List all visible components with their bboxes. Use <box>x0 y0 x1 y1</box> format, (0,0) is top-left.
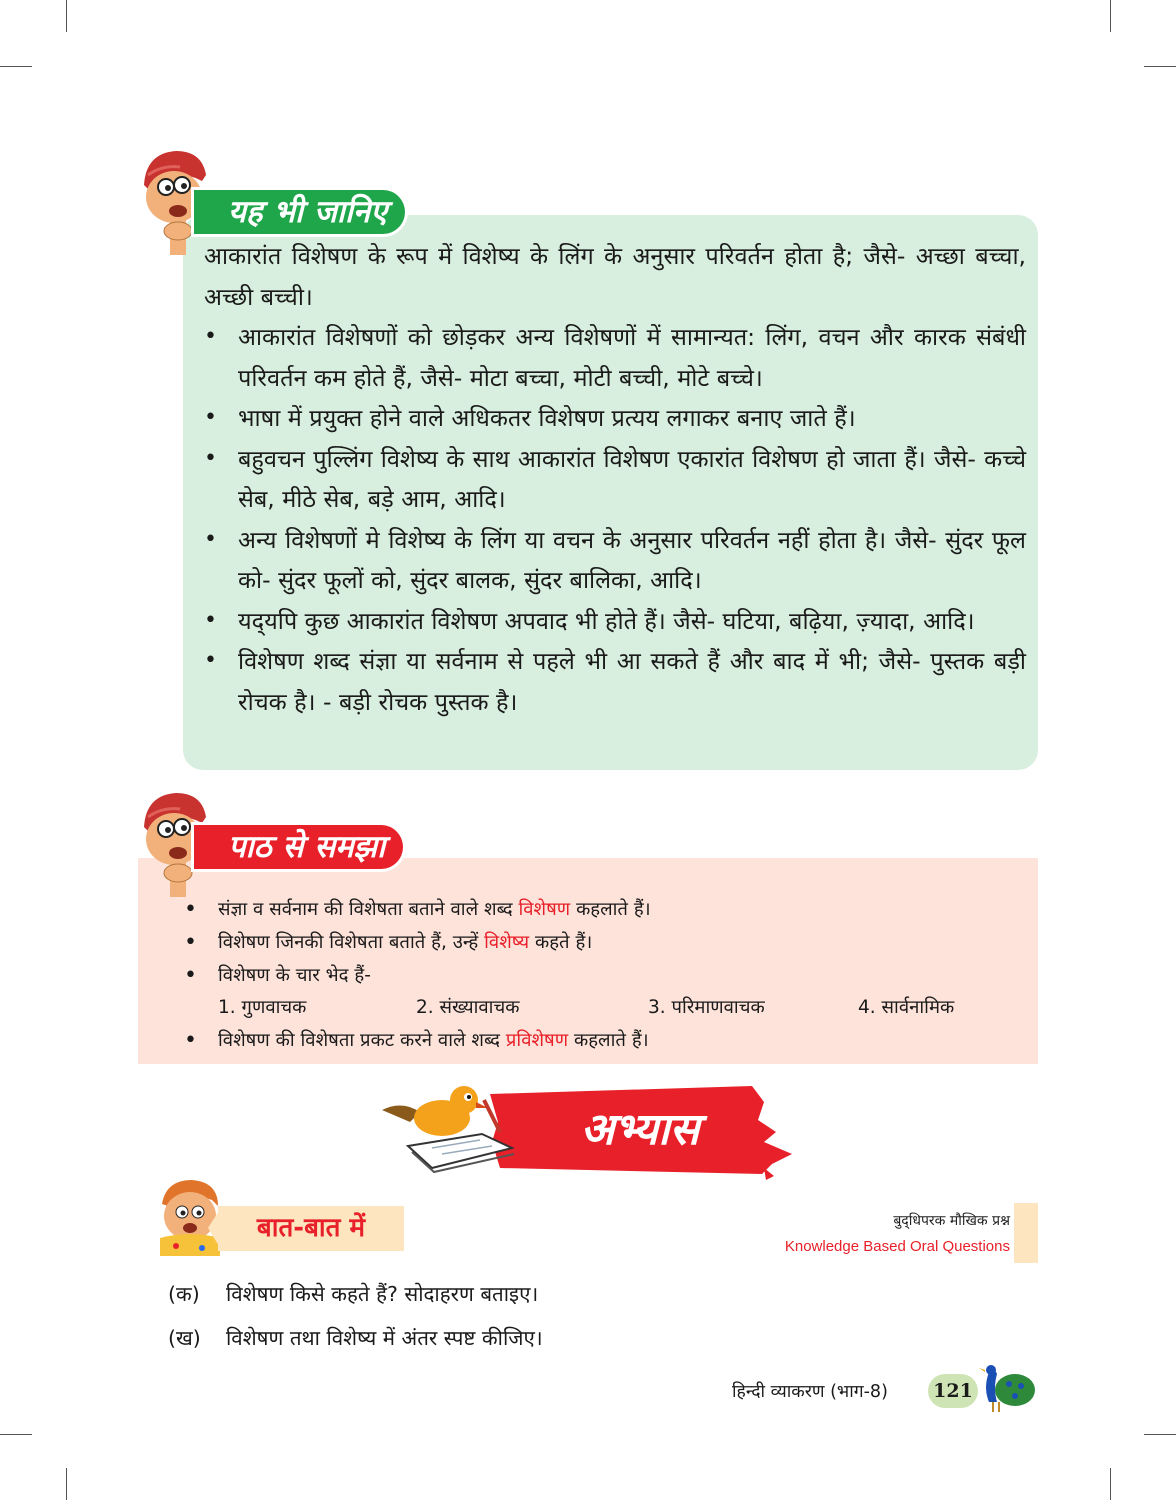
summary-item: • विशेषण जिनकी विशेषता बताते हैं, उन्हें विशेष्य कहते हैं। <box>184 930 593 955</box>
question-item <box>168 1324 543 1352</box>
baat-baat-mein-tag: बात-बात में <box>218 1206 404 1251</box>
summary-list <box>182 893 1002 1057</box>
info-bullet: • आकारांत विशेषणों को छोड़कर अन्य विशेषणों में सामान्यत: लिंग, वचन और कारक संबंधी परिवर्तन कम होते हैं, जैसे- मोटा बच्चा, मोटी बच्ची, मोटे बच्चे। <box>204 317 1026 398</box>
crop-mark <box>1110 0 1111 32</box>
peacock-icon <box>975 1358 1037 1414</box>
summary-keyword: विशेष्य <box>484 932 530 953</box>
info-bullet: • बहुवचन पुल्लिंग विशेष्य के साथ आकारांत विशेषण एकारांत विशेषण हो जाता हैं। जैसे- कच्चे सेब, मीठे सेब, बड़े आम, आदि। <box>204 439 1026 520</box>
info-bullet: • भाषा में प्रयुक्त होने वाले अधिकतर विशेषण प्रत्यय लगाकर बनाए जाते हैं। <box>204 398 1026 439</box>
summary-item: • विशेषण की विशेषता प्रकट करने वाले शब्द प्रविशेषण कहलाते हैं। <box>184 1028 649 1053</box>
section-badge-yah-bhi-janiye: यह भी जानिए <box>194 190 405 234</box>
crop-mark <box>0 1434 32 1435</box>
crop-mark <box>66 1468 67 1500</box>
question-text: विशेषण किसे कहते हैं? सोदाहरण बताइए। <box>226 1282 539 1306</box>
caption-strip <box>1014 1203 1038 1263</box>
summary-text: कहलाते हैं। <box>568 1030 649 1051</box>
info-bullet: • यद्‌यपि कुछ आकारांत विशेषण अपवाद भी होते हैं। जैसे- घटिया, बढ़िया, ज़्यादा, आदि। <box>204 601 1026 642</box>
book-title: हिन्दी व्याकरण (भाग-8) <box>732 1382 888 1402</box>
abhyas-title: अभ्यास <box>580 1104 700 1155</box>
summary-text: विशेषण की विशेषता प्रकट करने वाले शब्द <box>218 1030 506 1051</box>
summary-text: कहलाते हैं। <box>570 899 651 920</box>
crop-mark <box>1144 66 1176 67</box>
info-intro: आकारांत विशेषण के रूप में विशेष्य के लिंग के अनुसार परिवर्तन होता है; जैसे- अच्छा बच्चा, अच्छी बच्ची। <box>204 242 1026 311</box>
question-number: (ख) <box>168 1326 201 1350</box>
info-text <box>204 236 1026 722</box>
summary-text: विशेषण के चार भेद हैं- <box>218 965 371 986</box>
kind-item: 3. परिमाणवाचक <box>648 997 765 1018</box>
question-item <box>168 1280 538 1308</box>
question-number: (क) <box>168 1282 200 1306</box>
abhyas-banner <box>372 1072 798 1182</box>
crop-mark <box>66 0 67 32</box>
oral-questions-caption <box>785 1208 1010 1260</box>
info-bullet: • अन्य विशेषणों मे विशेष्य के लिंग या वचन के अनुसार परिवर्तन नहीं होता है। जैसे- सुंदर फूल को- सुंदर फूलों को, सुंदर बालक, सुंदर बालिका, आदि। <box>204 520 1026 601</box>
kind-item: 1. गुणवाचक <box>218 997 307 1018</box>
crop-mark <box>0 66 32 67</box>
summary-text: कहते हैं। <box>529 932 593 953</box>
adjective-kinds <box>182 992 1002 1024</box>
summary-keyword: प्रविशेषण <box>505 1030 569 1051</box>
summary-item: • संज्ञा व सर्वनाम की विशेषता बताने वाले शब्द विशेषण कहलाते हैं। <box>184 897 651 922</box>
info-bullet: • विशेषण शब्द संज्ञा या सर्वनाम से पहले भी आ सकते हैं और बाद में भी; जैसे- पुस्तक बड़ी रोचक है। - बड़ी रोचक पुस्तक है। <box>204 641 1026 722</box>
info-bullet-list <box>204 317 1026 722</box>
kind-item: 2. संख्यावाचक <box>416 997 520 1018</box>
caption-hindi: बुद्‌धिपरक मौखिक प्रश्न <box>893 1213 1010 1229</box>
kind-item: 4. सार्वनामिक <box>858 997 955 1018</box>
summary-text: संज्ञा व सर्वनाम की विशेषता बताने वाले शब्द <box>218 899 519 920</box>
caption-english: Knowledge Based Oral Questions <box>784 1238 1010 1255</box>
summary-keyword: विशेषण <box>518 899 571 920</box>
question-text: विशेषण तथा विशेष्य में अंतर स्पष्ट कीजिए। <box>226 1326 543 1350</box>
section-badge-path-se-samjha: पाठ से समझा <box>194 825 403 869</box>
crop-mark <box>1144 1434 1176 1435</box>
summary-item: • विशेषण के चार भेद हैं- <box>184 963 371 988</box>
summary-text: विशेषण जिनकी विशेषता बताते हैं, उन्हें <box>218 932 485 953</box>
page-number: 121 <box>928 1374 978 1408</box>
crop-mark <box>1110 1468 1111 1500</box>
